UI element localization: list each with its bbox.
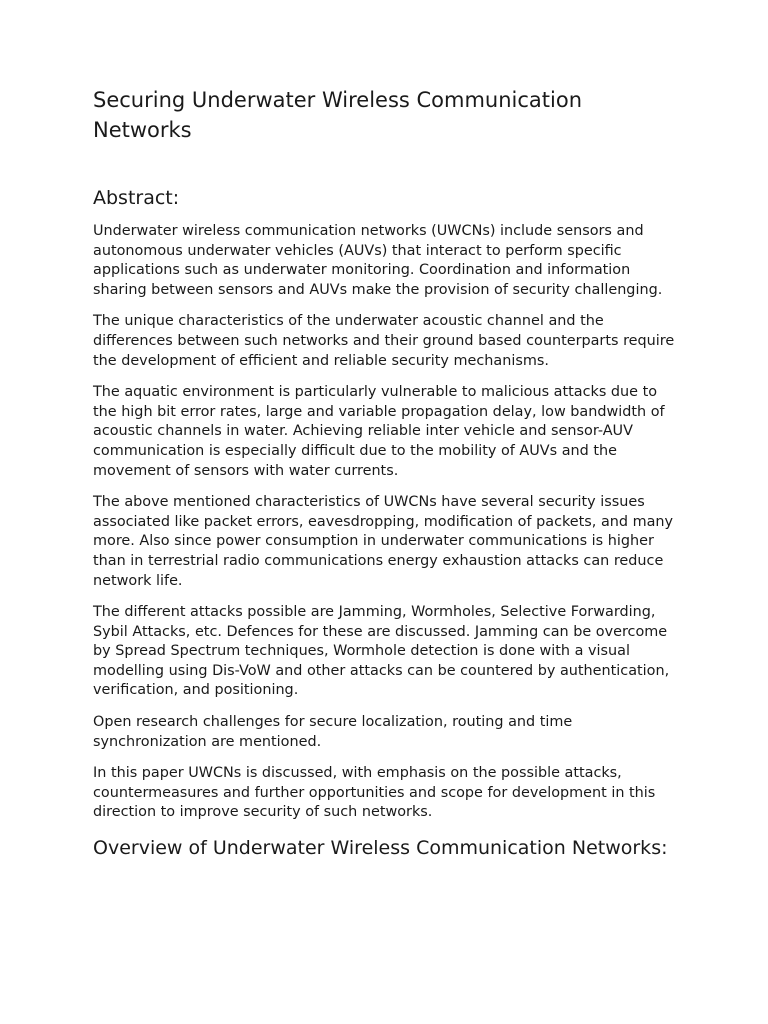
abstract-paragraph: The above mentioned characteristics of UWCNs have several security issues associated like packet errors, eavesdropping, modification of packets, and many more. Also since power consumption in underwater communications is higher than in terrestrial radio communications energy exhaustion attacks can reduce network life. <box>93 494 674 589</box>
abstract-paragraph: Underwater wireless communication networks (UWCNs) include sensors and autonomous underwater vehicles (AUVs) that interact to perform specific applications such as underwater monitoring. Coordination and information sharing between sensors and AUVs make the provision of security challenging. <box>93 223 663 298</box>
abstract-heading: Abstract: <box>93 187 180 209</box>
abstract-paragraph: Open research challenges for secure localization, routing and time synchronization are mentioned. <box>93 714 573 750</box>
abstract-paragraph: The unique characteristics of the underwater acoustic channel and the differences between such networks and their ground based counterparts require the development of efficient and reliable security mechanisms. <box>93 313 675 369</box>
abstract-paragraph: The different attacks possible are Jamming, Wormholes, Selective Forwarding, Sybil Attacks, etc. Defences for these are discussed. Jamming can be overcome by Spread Spectrum techniques, Wormhole detection is done with a visual modelling using Dis-VoW and other attacks can be countered by authentication, verification, and positioning. <box>93 604 670 699</box>
abstract-paragraph: The aquatic environment is particularly vulnerable to malicious attacks due to the high bit error rates, large and variable propagation delay, low bandwidth of acoustic channels in water. Achieving reliable inter vehicle and sensor-AUV communication is especially difficult due to the mobility of AUVs and the movement of sensors with water currents. <box>93 384 665 479</box>
abstract-paragraph: In this paper UWCNs is discussed, with emphasis on the possible attacks, countermeasures and further opportunities and scope for development in this direction to improve security of such networks. <box>93 765 656 821</box>
document-title: Securing Underwater Wireless Communication Networks <box>93 88 583 142</box>
overview-heading: Overview of Underwater Wireless Communication Networks: <box>93 837 668 860</box>
